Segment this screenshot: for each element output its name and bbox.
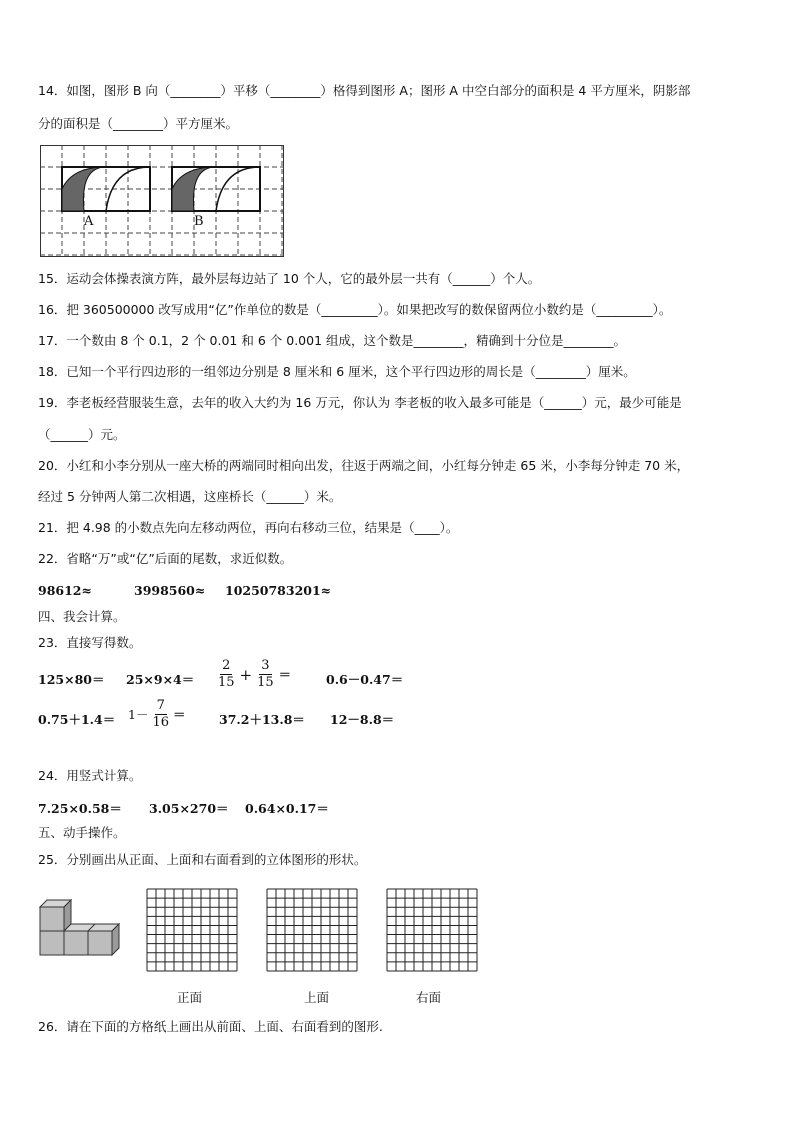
q14-translation-figure: [40, 145, 284, 257]
grid-top[interactable]: [266, 888, 358, 972]
q24-item-2: 3.05×270＝: [149, 801, 229, 816]
grid-right[interactable]: [386, 888, 478, 972]
grid-front[interactable]: [146, 888, 238, 972]
q20-line1: 20．小红和小李分别从一座大桥的两端同时相向出发，往返于两端之间，小红每分钟走 65 米，小李每分钟走 70 米，: [38, 458, 690, 473]
q22-item-3: 10250783201≈: [225, 583, 332, 598]
q23-r1-item-4: 0.6－0.47＝: [326, 672, 404, 687]
q20-line2: 经过 5 分钟两人第二次相遇，这座桥长（______）米。: [38, 489, 342, 504]
q15: 15．运动会体操表演方阵，最外层每边站了 10 个人，它的最外层一共有（______）个人。: [38, 271, 541, 286]
q23-r2-item-1: 0.75＋1.4＝: [38, 712, 116, 727]
q26: 26．请在下面的方格纸上画出从前面、上面、右面看到的图形.: [38, 1019, 383, 1034]
q21: 21．把 4.98 的小数点先向左移动两位，再向右移动三位，结果是（____）。: [38, 520, 459, 535]
label-b: B: [194, 214, 204, 229]
label-a: A: [84, 214, 94, 229]
section-4-heading: 四、我会计算。: [38, 609, 126, 624]
q25-cube-solid: [38, 898, 122, 958]
fraction-b: $\frac{3}{15}$: [257, 658, 274, 690]
q25-text: 25．分别画出从正面、上面和右面看到的立体图形的形状。: [38, 852, 367, 867]
q24-item-1: 7.25×0.58＝: [38, 801, 122, 816]
q18: 18．已知一个平行四边形的一组邻边分别是 8 厘米和 6 厘米，这个平行四边形的周长是（________）厘米。: [38, 364, 636, 379]
q23-text: 23．直接写得数。: [38, 635, 142, 650]
q14-line1: 14．如图，图形 B 向（________）平移（________）格得到图形 A；图形 A 中空白部分的面积是 4 平方厘米，阴影部: [38, 83, 691, 98]
label-right: 右面: [416, 990, 442, 1005]
q16: 16．把 360500000 改写成用“亿”作单位的数是（_________）。如果把改写的数保留两位小数约是（_________）。: [38, 302, 672, 317]
section-5-heading: 五、动手操作。: [38, 825, 126, 840]
label-front: 正面: [177, 990, 203, 1005]
q23-r2-fraction-diff: 1－ $\frac{7}{16}$ ＝: [128, 698, 186, 730]
q24-text: 24．用竖式计算。: [38, 768, 142, 783]
q17: 17．一个数由 8 个 0.1，2 个 0.01 和 6 个 0.001 组成，这个数是________，精确到十分位是________。: [38, 333, 626, 348]
q22-text: 22．省略“万”或“亿”后面的尾数，求近似数。: [38, 551, 293, 566]
q23-r1-item-2: 25×9×4＝: [126, 672, 195, 687]
q24-item-3: 0.64×0.17＝: [245, 801, 329, 816]
q22-item-2: 3998560≈: [134, 583, 206, 598]
label-top: 上面: [304, 990, 330, 1005]
fraction-a: $\frac{2}{15}$: [218, 658, 235, 690]
q22-item-1: 98612≈: [38, 583, 92, 598]
q23-r2-item-4: 12－8.8＝: [330, 712, 395, 727]
q23-r1-fraction-sum: $\frac{2}{15}$ + $\frac{3}{15}$ ＝: [218, 658, 292, 690]
fraction-c: $\frac{7}{16}$: [152, 698, 169, 730]
q23-r1-item-1: 125×80＝: [38, 672, 105, 687]
q19-line1: 19．李老板经营服装生意，去年的收入大约为 16 万元，你认为 李老板的收入最多可能是（______）元，最少可能是: [38, 395, 682, 410]
q14-line2: 分的面积是（________）平方厘米。: [38, 116, 239, 131]
q23-r2-item-3: 37.2＋13.8＝: [219, 712, 305, 727]
q19-line2: （______）元。: [38, 427, 126, 442]
